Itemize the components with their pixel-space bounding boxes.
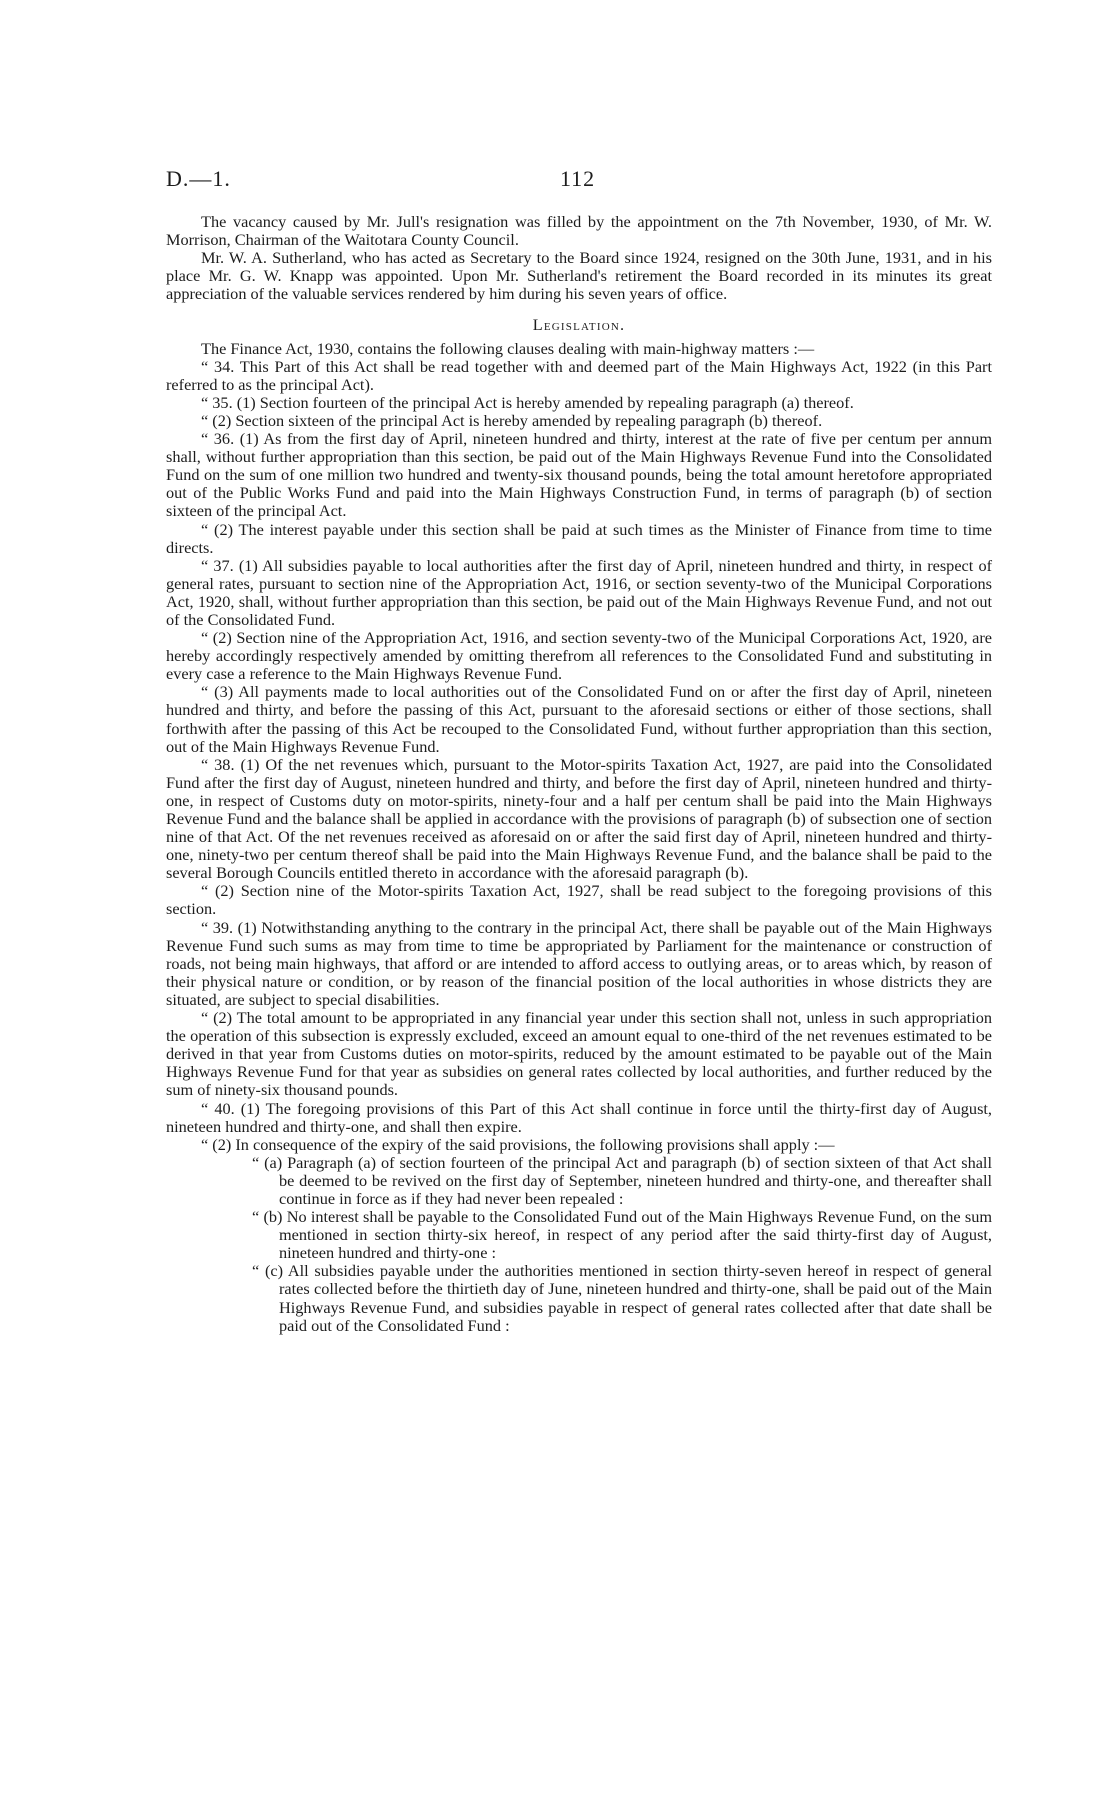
subclause-label: “ (c) (252, 1261, 284, 1281)
paragraph: “ 39. (1) Notwithstanding anything to the contrary in the principal Act, there shall be payable out of the Main Highways Revenue Fund such sums as may from time to time be appropriated by Parliament for the maintenance or construction of roads, not being main highways, that afford or are intended to afford access to outlying areas, or to areas which, by reason of their physical nature or condition, or by reason of the financial position of the local authorities in whose districts they are situated, are subject to special disabilities. (166, 917, 992, 1009)
paragraph: “ 38. (1) Of the net revenues which, pursuant to the Motor-spirits Taxation Act, 1927, are paid into the Consolidated Fund after the first day of August, nineteen hundred and thirty, and before the first day of April, nineteen hundred and thirty-one, in respect of Customs duty on motor-spirits, ninety-four and a half per centum shall be paid into the Main Highways Revenue Fund and the balance shall be applied in accordance with the provisions of paragraph (b) of subsection one of section nine of that Act. Of the net revenues received as aforesaid on or after the said first day of April, nineteen hundred and thirty-one, ninety-two per centum thereof shall be paid into the Main Highways Revenue Fund, and the balance shall be paid to the several Borough Councils entitled thereto in accordance with the aforesaid paragraph (b). (166, 754, 992, 883)
subclause-text: All subsidies payable under the authorities mentioned in section thirty-seven hereof in respect of general rates collected before the thirtieth day of June, nineteen hundred and thirty-one, shall be paid out of the Main Highways Revenue Fund, and subsidies payable in respect of general rates collected after that date shall be paid out of the Consolidated Fund : (279, 1261, 993, 1335)
paragraph: “ (2) In consequence of the expiry of the said provisions, the following provisions shall apply :— (201, 1134, 835, 1154)
paragraph: “ (2) Section sixteen of the principal Act is hereby amended by repealing paragraph (b) thereof. (201, 410, 823, 430)
subclause-c (252, 1261, 993, 1335)
paragraph: “ 35. (1) Section fourteen of the principal Act is hereby amended by repealing paragraph (a) thereof. (201, 392, 854, 412)
subclause-text: Paragraph (a) of section fourteen of the principal Act and paragraph (b) of section sixteen of that Act shall be deemed to be revived on the first day of September, nineteen hundred and thirty-one, and thereafter shall continue in force as if they had never been repealed : (279, 1152, 992, 1208)
paragraph: “ 40. (1) The foregoing provisions of this Part of this Act shall continue in force until the thirty-first day of August, nineteen hundred and thirty-one, and shall then expire. (166, 1098, 992, 1136)
paragraph: Mr. W. A. Sutherland, who has acted as Secretary to the Board since 1924, resigned on the 30th June, 1931, and in his place Mr. G. W. Knapp was appointed. Upon Mr. Sutherland's retirement the Board recorded in its minutes its great appreciation of the valuable services rendered by him during his seven years of office. (166, 248, 992, 304)
paragraph: The Finance Act, 1930, contains the following clauses dealing with main-highway matters :— (201, 338, 815, 358)
subclause-b (252, 1207, 993, 1263)
subclause-label: “ (b) (252, 1207, 283, 1227)
paragraph: “ 36. (1) As from the first day of April, nineteen hundred and thirty, interest at the rate of five per centum per annum shall, without further appropriation than this section, be paid out of the Main Highways Revenue Fund into the Consolidated Fund on the sum of one million two hundred and twenty-six thousand pounds, being the total amount heretofore appropriated out of the Public Works Fund and paid into the Main Highways Construction Fund, in terms of paragraph (b) of section sixteen of the principal Act. (166, 429, 992, 521)
paragraph: “ 37. (1) All subsidies payable to local authorities after the first day of April, nineteen hundred and thirty, in respect of general rates, pursuant to section nine of the Appropriation Act, 1916, or section seventy-two of the Municipal Corporations Act, 1920, shall, without further appropriation than this section, be paid out of the Main Highways Revenue Fund, and not out of the Consolidated Fund. (166, 555, 992, 629)
section-heading: Legislation. (532, 315, 626, 335)
paragraph: “ (2) Section nine of the Appropriation Act, 1916, and section seventy-two of the Municipal Corporations Act, 1920, are hereby accordingly respectively amended by omitting therefrom all references to the Consolidated Fund and substituting in every case a reference to the Main Highways Revenue Fund. (166, 628, 992, 684)
subclause-label: “ (a) (252, 1152, 283, 1172)
paragraph: “ 34. This Part of this Act shall be read together with and deemed part of the Main Highways Act, 1922 (in this Part referred to as the principal Act). (166, 356, 992, 394)
document-reference: D.—1. (166, 166, 231, 191)
paragraph: “ (3) All payments made to local authorities out of the Consolidated Fund on or after the first day of April, nineteen hundred and thirty, and before the passing of this Act, pursuant to the aforesaid sections or either of those sections, shall forthwith after the passing of this Act be recouped to the Consolidated Fund, without further appropriation than this section, out of the Main Highways Revenue Fund. (166, 682, 992, 756)
page-number: 112 (560, 166, 596, 191)
paragraph: “ (2) The interest payable under this section shall be paid at such times as the Minister of Finance from time to time directs. (166, 519, 992, 557)
paragraph: “ (2) The total amount to be appropriated in any financial year under this section shall not, unless in such appropriation the operation of this subsection is expressly excluded, exceed an amount equal to one-third of the net revenues estimated to be derived in that year from Customs duties on motor-spirits, reduced by the amount estimated to be payable out of the Main Highways Revenue Fund for that year as subsidies on general rates collected by local authorities, and further reduced by the sum of ninety-six thousand pounds. (166, 1008, 992, 1100)
subclause-a (252, 1152, 992, 1208)
paragraph: The vacancy caused by Mr. Jull's resignation was filled by the appointment on the 7th November, 1930, of Mr. W. Morrison, Chairman of the Waitotara County Council. (166, 212, 992, 250)
subclause-text: No interest shall be payable to the Consolidated Fund out of the Main Highways Revenue Fund, on the sum mentioned in section thirty-six hereof, in respect of any period after the said thirty-first day of August, nineteen hundred and thirty-one : (279, 1207, 993, 1263)
paragraph: “ (2) Section nine of the Motor-spirits Taxation Act, 1927, shall be read subject to the foregoing provisions of this section. (166, 881, 992, 919)
document-body (166, 213, 992, 1335)
